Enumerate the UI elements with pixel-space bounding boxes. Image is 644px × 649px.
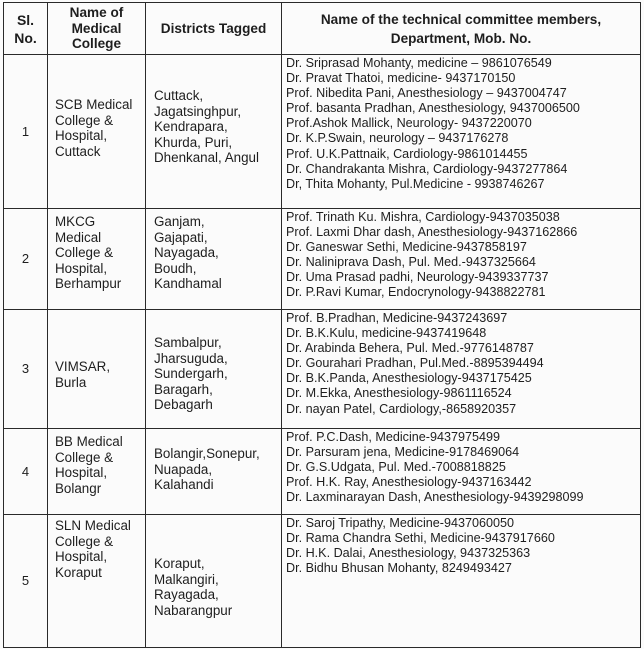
- college-name: BB Medical College & Hospital, Bolangr: [48, 429, 146, 515]
- header-sl-no: Sl. No.: [4, 3, 48, 55]
- committee-members: Dr. Sriprasad Mohanty, medicine – 9861076549 Dr. Pravat Thatoi, medicine- 9437170150 Prof. Nibedita Pani, Anesthesiology – 9437004747 Prof. basanta Pradhan, Anesthesiology, 9437006500 Prof.Ashok Mallick, Neurology- 9437220070 Dr. K.P.Swain, neurology – 9437176278 Prof. U.K.Pattnaik, Cardiology-9861014455 Dr. Chandrakanta Mishra, Cardiology-9437277864 Dr, Thita Mohanty, Pul.Medicine - 9938746267: [282, 55, 641, 209]
- header-college-name: Name of Medical College: [48, 3, 146, 55]
- table-row: [4, 310, 641, 429]
- college-name: SLN Medical College & Hospital, Koraput: [48, 515, 146, 648]
- districts-tagged: Bolangir,Sonepur, Nuapada, Kalahandi: [146, 429, 282, 515]
- districts-tagged: Ganjam, Gajapati, Nayagada, Boudh, Kandhamal: [146, 209, 282, 310]
- sl-no: 5: [4, 515, 48, 648]
- header-districts: Districts Tagged: [146, 3, 282, 55]
- committee-members: Dr. Saroj Tripathy, Medicine-9437060050 Dr. Rama Chandra Sethi, Medicine-9437917660 Dr. H.K. Dalai, Anesthesiology, 9437325363 Dr. Bidhu Bhusan Mohanty, 8249493427: [282, 515, 641, 648]
- college-name: SCB Medical College & Hospital, Cuttack: [48, 55, 146, 209]
- sl-no: 4: [4, 429, 48, 515]
- header-row: [4, 3, 641, 55]
- districts-tagged: Cuttack, Jagatsinghpur, Kendrapara, Khurda, Puri, Dhenkanal, Angul: [146, 55, 282, 209]
- college-name: MKCG Medical College & Hospital, Berhampur: [48, 209, 146, 310]
- districts-tagged: Sambalpur, Jharsuguda, Sundergarh, Baragarh, Debagarh: [146, 310, 282, 429]
- college-name: VIMSAR, Burla: [48, 310, 146, 429]
- sl-no: 1: [4, 55, 48, 209]
- table-row: [4, 55, 641, 209]
- table-row: [4, 209, 641, 310]
- table-row: [4, 429, 641, 515]
- sl-no: 2: [4, 209, 48, 310]
- committee-members: Prof. B.Pradhan, Medicine-9437243697 Dr. B.K.Kulu, medicine-9437419648 Dr. Arabinda Behera, Pul. Med.-9776148787 Dr. Gourahari Pradhan, Pul.Med.-8895394494 Dr. B.K.Panda, Anesthesiology-9437175425 Dr. M.Ekka, Anesthesiology-9861116524 Dr. nayan Patel, Cardiology,-8658920357: [282, 310, 641, 429]
- sl-no: 3: [4, 310, 48, 429]
- districts-tagged: Koraput, Malkangiri, Rayagada, Nabarangpur: [146, 515, 282, 648]
- table-row: [4, 515, 641, 648]
- header-committee-members: Name of the technical committee members, Department, Mob. No.: [282, 3, 641, 55]
- committee-members: Prof. Trinath Ku. Mishra, Cardiology-9437035038 Prof. Laxmi Dhar dash, Anesthesiology-9437162866 Dr. Ganeswar Sethi, Medicine-9437858197 Dr. Naliniprava Dash, Pul. Med.-9437325664 Dr. Uma Prasad padhi, Neurology-9439337737 Dr. P.Ravi Kumar, Endocrynology-9438822781: [282, 209, 641, 310]
- committee-members: Prof. P.C.Dash, Medicine-9437975499 Dr. Parsuram jena, Medicine-9178469064 Dr. G.S.Udgata, Pul. Med.-7008818825 Prof. H.K. Ray, Anesthesiology-9437163442 Dr. Laxminarayan Dash, Anesthesiology-9439298099: [282, 429, 641, 515]
- committee-table: [3, 2, 641, 648]
